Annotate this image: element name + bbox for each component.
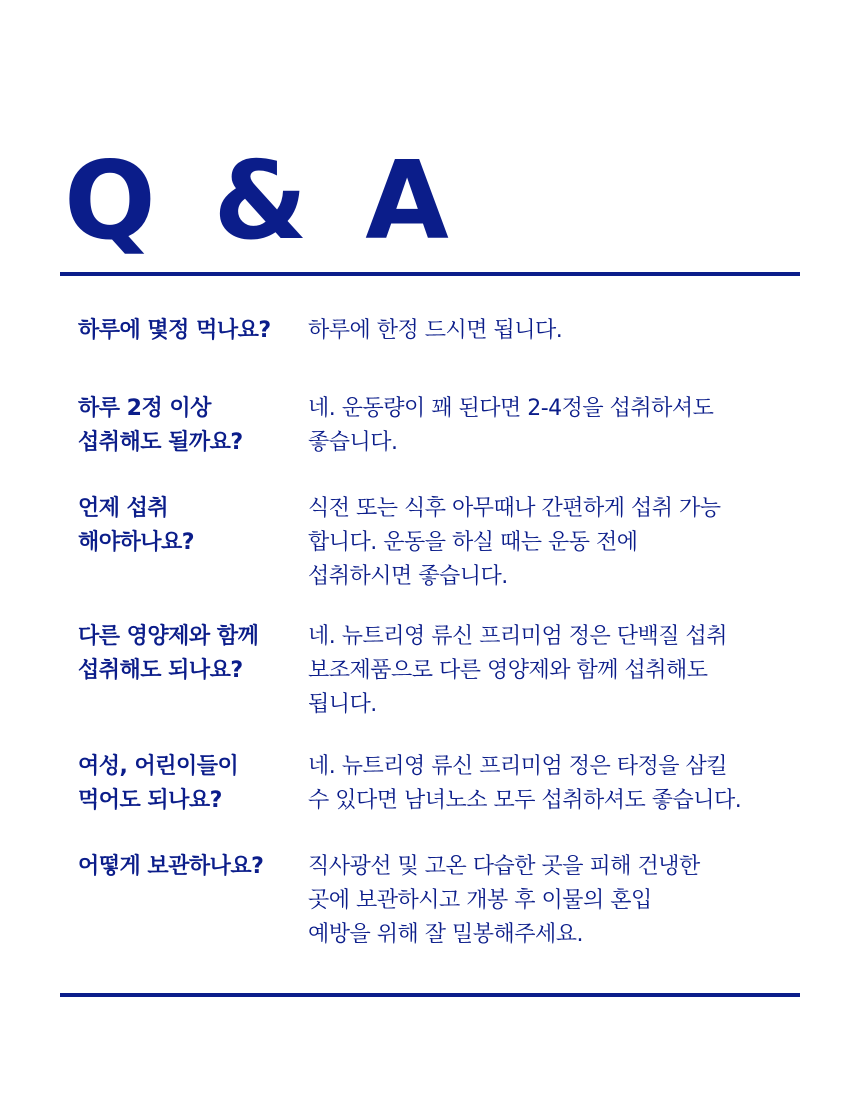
- qa-item: [78, 620, 798, 750]
- question-text: 언제 섭취 해야하나요?: [78, 496, 195, 555]
- answer-text: 네. 뉴트리영 류신 프리미엄 정은 단백질 섭취 보조제품으로 다른 영양제와 함께 섭취해도 됩니다.: [308, 624, 727, 717]
- qa-item: [78, 314, 798, 392]
- qa-item: [78, 750, 798, 850]
- page-title: Q & A: [64, 139, 459, 264]
- top-divider: [60, 272, 800, 276]
- bottom-divider: [60, 993, 800, 997]
- qa-item: [78, 850, 798, 954]
- answer-text: 네. 뉴트리영 류신 프리미엄 정은 타정을 삼킬 수 있다면 남녀노소 모두 섭취하셔도 좋습니다.: [308, 754, 742, 813]
- question-text: 어떻게 보관하나요?: [78, 854, 264, 879]
- qa-item: [78, 392, 798, 492]
- question-text: 여성, 어린이들이 먹어도 되나요?: [78, 754, 239, 813]
- answer-text: 식전 또는 식후 아무때나 간편하게 섭취 가능 합니다. 운동을 하실 때는 운동 전에 섭취하시면 좋습니다.: [308, 496, 721, 589]
- question-text: 하루 2정 이상 섭취해도 될까요?: [78, 396, 243, 455]
- question-text: 다른 영양제와 함께 섭취해도 되나요?: [78, 624, 259, 683]
- answer-text: 네. 운동량이 꽤 된다면 2-4정을 섭취하셔도 좋습니다.: [308, 396, 714, 455]
- qa-list: [78, 314, 798, 954]
- answer-text: 하루에 한정 드시면 됩니다.: [308, 318, 563, 343]
- question-text: 하루에 몇정 먹나요?: [78, 318, 271, 343]
- qa-item: [78, 492, 798, 620]
- answer-text: 직사광선 및 고온 다습한 곳을 피해 건냉한 곳에 보관하시고 개봉 후 이물의 혼입 예방을 위해 잘 밀봉해주세요.: [308, 854, 700, 947]
